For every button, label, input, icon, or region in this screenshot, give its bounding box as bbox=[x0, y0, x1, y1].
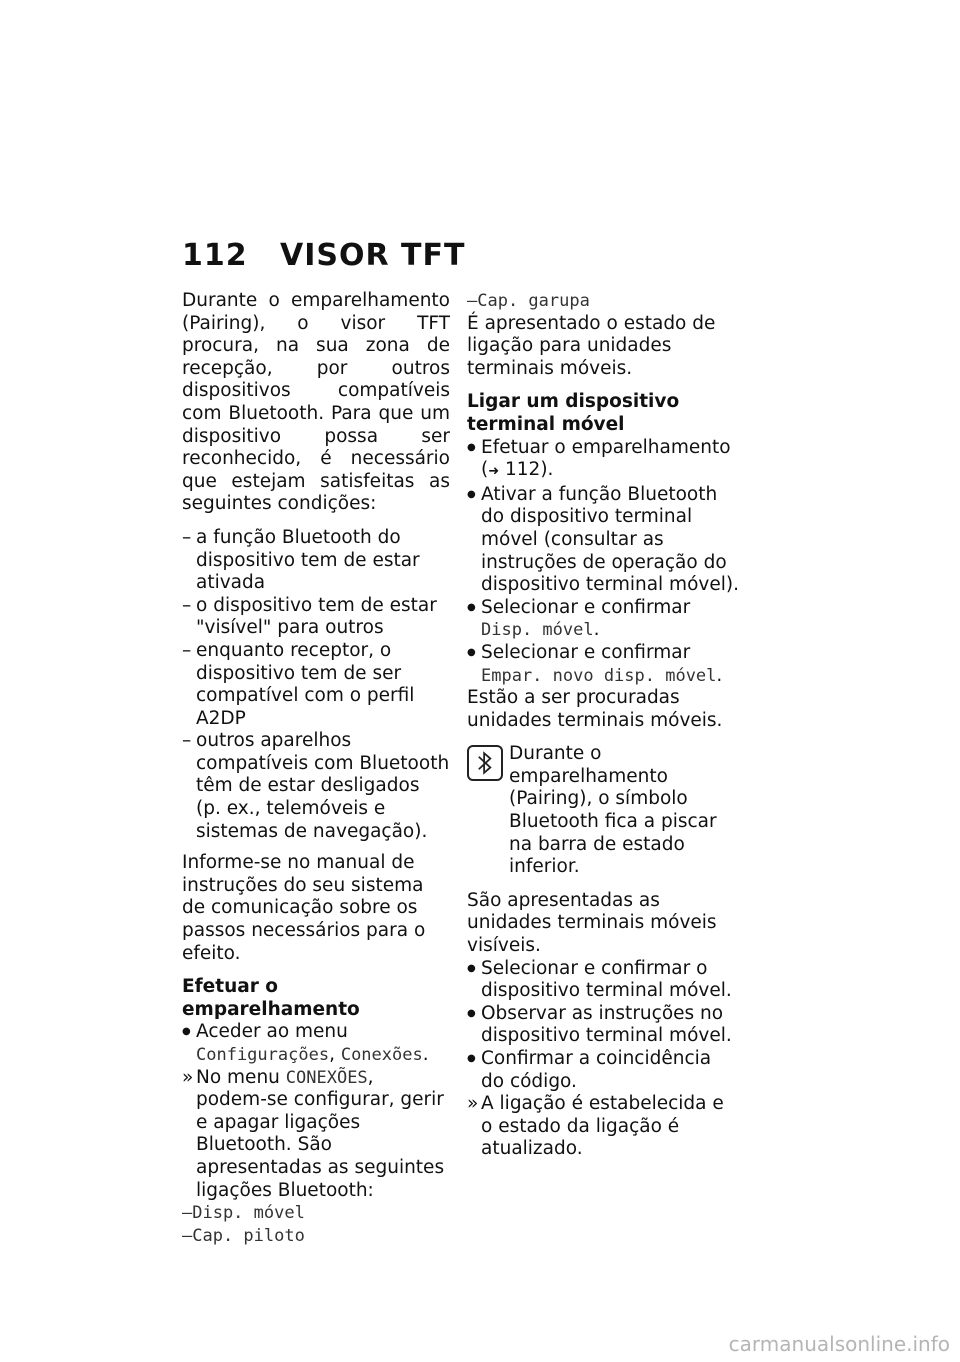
page-header bbox=[182, 238, 465, 273]
connect-heading: Ligar um dispositivo terminal móvel bbox=[467, 391, 680, 435]
step-item: ● Observar as instruções no dispositivo terminal móvel. bbox=[467, 1003, 739, 1048]
presented-paragraph: São apresentadas as unidades terminais móveis visíveis. bbox=[467, 889, 717, 957]
connection-cap-garupa: –Cap. garupa bbox=[467, 291, 590, 311]
condition-item: – o dispositivo tem de estar "visível" para outros bbox=[182, 595, 450, 640]
result-item: » A ligação é estabelecida e o estado da ligação é atualizado. bbox=[467, 1093, 739, 1161]
right-column bbox=[467, 290, 739, 1170]
page-title: VISOR TFT bbox=[280, 238, 466, 273]
connection-disp-movel: –Disp. móvel bbox=[182, 1203, 305, 1224]
page-number: 112 bbox=[182, 238, 248, 273]
menu-configuracoes: Configurações bbox=[196, 1045, 330, 1065]
menu-disp-movel: Disp. móvel bbox=[481, 620, 594, 641]
step-item: ● Ativar a função Bluetooth do dispositivo terminal móvel (consultar as instruções de operação do dispositivo terminal móvel). bbox=[467, 484, 739, 597]
step-item: ● Efetuar o emparelhamento (➜ 112). bbox=[467, 437, 739, 484]
final-steps bbox=[467, 958, 739, 1161]
pairing-steps bbox=[182, 1021, 450, 1202]
menu-empar-novo: Empar. novo disp. móvel bbox=[481, 665, 717, 686]
condition-item: – enquanto receptor, o dispositivo tem de ser compatível com o perfil A2DP bbox=[182, 640, 450, 730]
page-reference: 112 bbox=[505, 459, 541, 481]
step-item: ● Selecionar e confirmar o dispositivo terminal móvel. bbox=[467, 958, 739, 1003]
left-column bbox=[182, 290, 450, 1247]
step-item: ● Aceder ao menu Configurações, Conexões. bbox=[182, 1021, 450, 1066]
condition-item: – a função Bluetooth do dispositivo tem de estar ativada bbox=[182, 527, 450, 595]
bluetooth-note bbox=[467, 743, 739, 879]
info-paragraph: Informe-se no manual de instruções do seu sistema de comunicação sobre os passos necessários para o efeito. bbox=[182, 852, 426, 964]
connection-cap-piloto: –Cap. piloto bbox=[182, 1225, 305, 1246]
watermark: carmanualsonline.info bbox=[728, 1332, 950, 1356]
condition-item: – outros aparelhos compatíveis com Bluetooth têm de estar desligados (p. ex., telemóveis e sistemas de navegação). bbox=[182, 730, 450, 843]
menu-conexoes: Conexões bbox=[340, 1045, 423, 1065]
conditions-list bbox=[182, 527, 450, 843]
step-item: ● Selecionar e confirmar Disp. móvel. bbox=[467, 597, 739, 642]
result-item: » No menu CONEXÕES, podem-se configurar, gerir e apagar ligações Bluetooth. São apresentadas as seguintes ligações Bluetooth: bbox=[182, 1067, 450, 1203]
bluetooth-icon bbox=[467, 745, 503, 781]
menu-conexoes-caps: CONEXÕES bbox=[285, 1067, 368, 1088]
connect-steps bbox=[467, 437, 739, 688]
note-text: Durante o emparelhamento (Pairing), o símbolo Bluetooth fica a piscar na barra de estado inferior. bbox=[509, 743, 717, 878]
searching-paragraph: Estão a ser procuradas unidades terminais móveis. bbox=[467, 687, 723, 731]
status-paragraph: É apresentado o estado de ligação para unidades terminais móveis. bbox=[467, 312, 716, 379]
pairing-heading: Efetuar o emparelhamento bbox=[182, 976, 360, 1020]
step-item: ● Selecionar e confirmar Empar. novo disp. móvel. bbox=[467, 642, 739, 687]
step-item: ● Confirmar a coincidência do código. bbox=[467, 1048, 739, 1093]
intro-paragraph: Durante o emparelhamento (Pairing), o visor TFT procura, na sua zona de recepção, por outros dispositivos compatíveis com Bluetooth. Para que um dispositivo possa ser reconhecido, é necessário que estejam satisfeitas as seguintes condições: bbox=[182, 290, 450, 515]
page-reference-arrow-icon: ➜ bbox=[488, 464, 500, 480]
